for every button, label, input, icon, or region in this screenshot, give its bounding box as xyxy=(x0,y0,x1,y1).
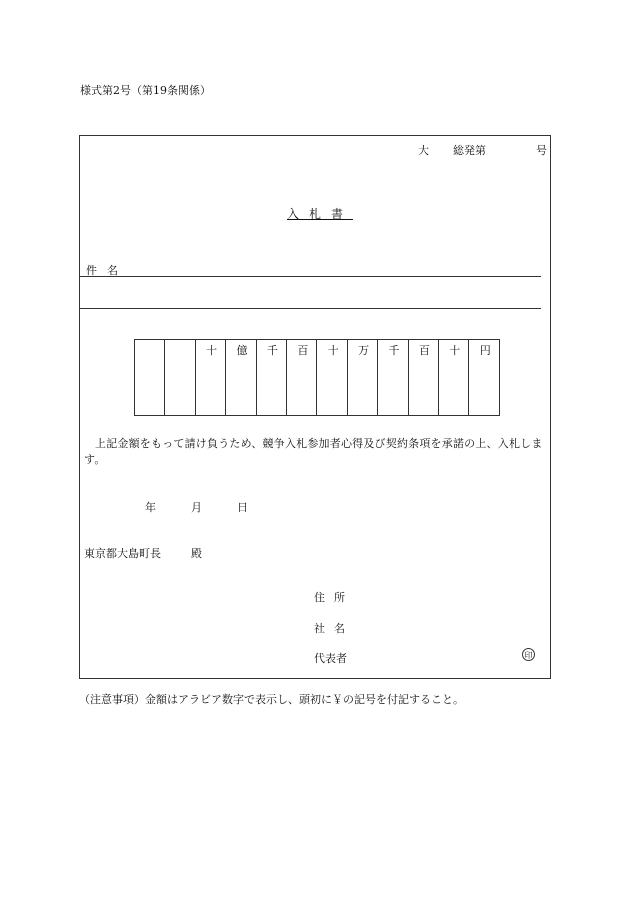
date-day: 日 xyxy=(237,501,248,514)
company-label: 社名 xyxy=(314,622,354,635)
amount-unit-label: 億 xyxy=(236,344,248,357)
amount-cell[interactable] xyxy=(347,340,377,416)
addressee-name: 東京都大島町長 xyxy=(84,547,161,560)
amount-unit-label: 百 xyxy=(418,344,430,357)
amount-cell[interactable] xyxy=(286,340,316,416)
amount-row xyxy=(135,340,500,416)
note-text: （注意事項）金額はアラビア数字で表示し、頭初に￥の記号を付記すること。 xyxy=(79,693,464,706)
amount-cell[interactable] xyxy=(165,340,195,416)
amount-unit-label: 万 xyxy=(358,344,370,357)
bid-statement: 上記金額をもって請け負うため、競争入札参加者心得及び契約条項を承諾の上、入札します。 xyxy=(84,437,543,466)
address-label: 住所 xyxy=(314,591,354,604)
date-year: 年 xyxy=(145,501,156,514)
addressee-honorific: 殿 xyxy=(191,547,202,560)
doc-number-section: 総発第 xyxy=(453,144,486,157)
amount-cell[interactable] xyxy=(256,340,286,416)
date-month: 月 xyxy=(191,501,202,514)
amount-cell[interactable] xyxy=(469,340,499,416)
amount-unit-label: 千 xyxy=(388,344,400,357)
amount-cell[interactable] xyxy=(408,340,438,416)
amount-cell[interactable] xyxy=(378,340,408,416)
amount-unit-label xyxy=(165,340,194,342)
doc-number-suffix: 号 xyxy=(536,144,547,157)
document-title-row xyxy=(0,205,630,222)
addressee xyxy=(84,545,202,561)
amount-unit-label: 円 xyxy=(479,344,491,357)
amount-unit-label: 十 xyxy=(327,344,339,357)
subject-label: 件名 xyxy=(86,264,128,277)
amount-unit-label: 千 xyxy=(266,344,278,357)
amount-unit-label: 十 xyxy=(449,344,461,357)
amount-cell[interactable] xyxy=(195,340,225,416)
document-number xyxy=(418,142,547,158)
form-number-label: 様式第2号（第19条関係） xyxy=(80,84,211,97)
amount-unit-label: 十 xyxy=(206,344,218,357)
representative-label: 代表者 xyxy=(314,652,347,665)
subject-line-1 xyxy=(79,276,541,277)
subject-line-2 xyxy=(79,308,541,309)
amount-unit-label xyxy=(135,340,164,342)
amount-unit-label: 百 xyxy=(297,344,309,357)
amount-cell[interactable] xyxy=(438,340,468,416)
doc-number-prefix: 大 xyxy=(418,144,429,157)
document-title: 入札書 xyxy=(286,207,353,221)
amount-cell[interactable] xyxy=(226,340,256,416)
amount-grid xyxy=(134,339,500,416)
amount-cell[interactable] xyxy=(135,340,165,416)
seal-mark: 印 xyxy=(522,648,535,661)
amount-cell[interactable] xyxy=(317,340,347,416)
